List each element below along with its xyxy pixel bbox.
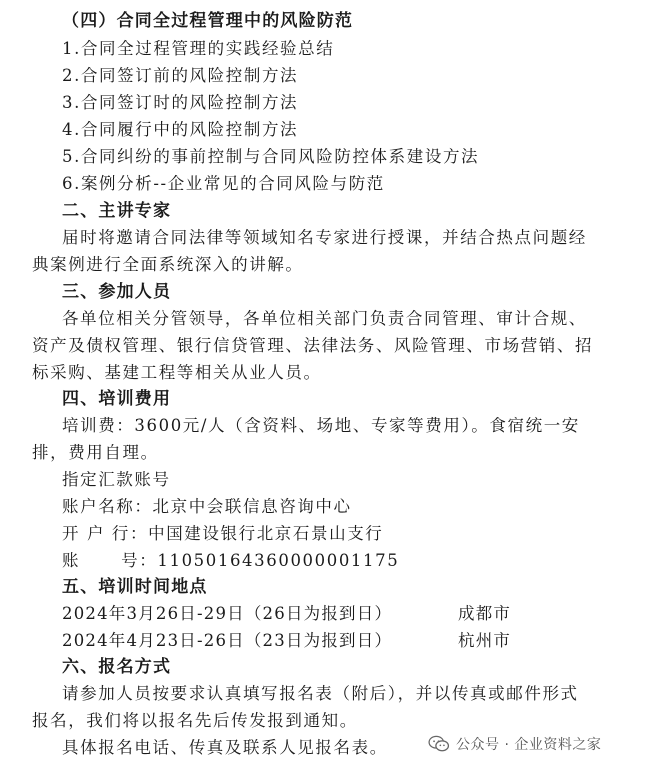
paragraph-line: 请参加人员按要求认真填写报名表（附后），并以传真或邮件形式 [62,684,579,703]
schedule-date: 2024年4月23日-26日（23日为报到日） [62,631,393,650]
account-label: 指定汇款账号 [62,470,171,489]
list-item: 6.案例分析--企业常见的合同风险与防范 [62,174,385,193]
schedule-city: 杭州市 [458,631,512,650]
account-number: 账 号：11050164360000001175 [62,551,400,570]
wechat-icon [428,735,450,753]
schedule-row [62,603,622,625]
paragraph-line: 届时将邀请合同法律等领域知名专家进行授课，并结合热点问题经 [62,228,587,247]
participants-heading: 三、参加人员 [62,282,172,302]
paragraph-line: 各单位相关分管领导，各单位相关部门负责合同管理、审计合规、 [62,309,587,328]
schedule-date: 2024年3月26日-29日（26日为报到日） [62,604,393,623]
paragraph-line: 排，费用自理。 [32,443,159,462]
paragraph-line: 资产及债权管理、银行信贷管理、法律法务、风险管理、市场营销、招 [32,336,594,355]
watermark [428,732,601,756]
schedule-heading: 五、培训时间地点 [62,577,208,597]
registration-heading: 六、报名方式 [62,657,172,677]
experts-heading: 二、主讲专家 [62,201,172,221]
list-item: 5.合同纠纷的事前控制与合同风险防控体系建设方法 [62,147,480,166]
paragraph-line: 具体报名电话、传真及联系人见报名表。 [62,738,388,757]
list-item: 4.合同履行中的风险控制方法 [62,120,299,139]
paragraph-line: 报名，我们将以报名先后传发报到通知。 [32,711,358,730]
paragraph-line: 标采购、基建工程等相关从业人员。 [32,363,322,382]
paragraph-line: 培训费：3600元/人（含资料、场地、专家等费用）。食宿统一安 [62,416,580,435]
paragraph-line: 典案例进行全面系统深入的讲解。 [32,255,304,274]
schedule-city: 成都市 [458,604,512,623]
section4-title: （四）合同全过程管理中的风险防范 [62,11,354,31]
list-item: 1.合同全过程管理的实践经验总结 [62,39,335,58]
account-bank: 开 户 行：中国建设银行北京石景山支行 [62,524,384,543]
account-name: 账户名称：北京中会联信息咨询中心 [62,497,352,516]
list-item: 2.合同签订前的风险控制方法 [62,66,299,85]
list-item: 3.合同签订时的风险控制方法 [62,93,299,112]
schedule-row [62,630,622,652]
watermark-text: 公众号 · 企业资料之家 [456,737,602,753]
fees-heading: 四、培训费用 [62,389,172,409]
